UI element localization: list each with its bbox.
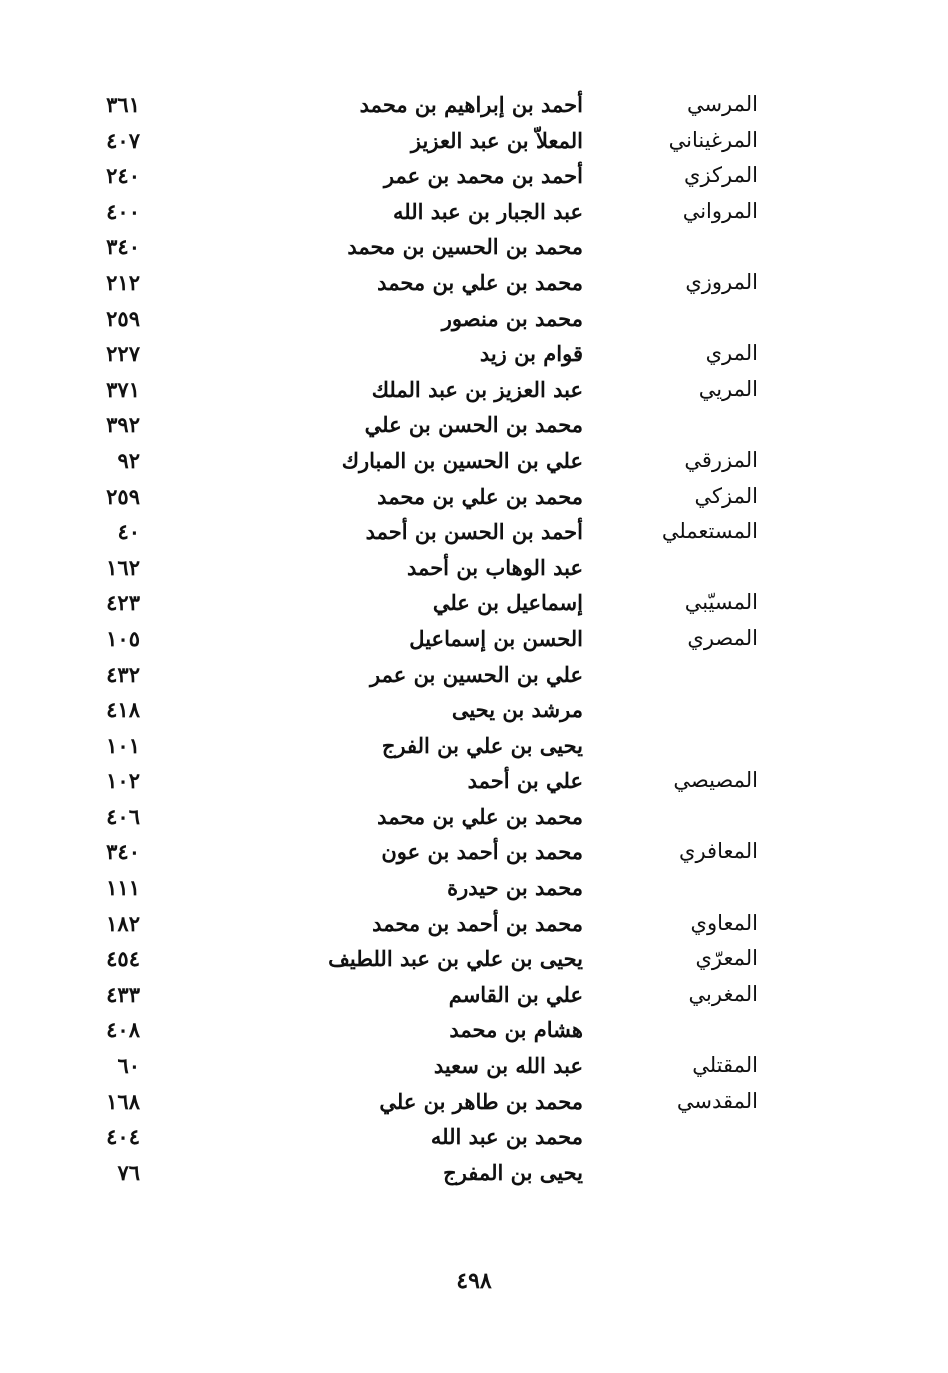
page-reference: ٤٥٤ (106, 946, 140, 972)
person-name: محمد بن عبد الله (430, 1124, 583, 1150)
person-name: علي بن الحسين بن عمر (370, 661, 583, 687)
index-row (0, 266, 948, 302)
page-reference: ٣٦١ (106, 92, 140, 117)
person-name: محمد بن علي بن محمد (377, 803, 583, 829)
index-row (0, 658, 948, 694)
person-name: محمد بن أحمد بن عون (381, 839, 583, 865)
page-reference: ٣٤٠ (106, 234, 140, 260)
person-name: عبد الوهاب بن أحمد (407, 554, 583, 580)
person-name: محمد بن الحسين بن محمد (347, 234, 583, 260)
person-name: علي بن أحمد (467, 768, 583, 794)
index-row (0, 1085, 948, 1121)
page-reference: ٤٢٣ (106, 590, 140, 616)
index-row (0, 1013, 948, 1049)
page-reference: ٤٠٦ (106, 803, 140, 829)
person-name: محمد بن طاهر بن علي (379, 1088, 583, 1114)
nisba-label: المزكي (694, 483, 758, 508)
nisba-label: المري (705, 341, 758, 366)
index-row (0, 195, 948, 231)
nisba-label: المستعملي (661, 519, 758, 544)
person-name: علي بن القاسم (448, 981, 583, 1007)
page-reference: ١٦٢ (106, 554, 140, 580)
index-row (0, 1156, 948, 1192)
nisba-label: المروزي (685, 269, 758, 294)
page-reference: ١١١ (106, 875, 140, 901)
page-reference: ١٨٢ (106, 910, 140, 936)
index-row (0, 373, 948, 409)
index-row (0, 551, 948, 587)
person-name: عبد العزيز بن عبد الملك (371, 376, 583, 402)
page-reference: ٤١٨ (106, 697, 140, 723)
page-reference: ١٦٨ (106, 1088, 140, 1114)
person-name: يحيى بن المفرج (443, 1159, 583, 1185)
index-row (0, 480, 948, 516)
index-table (0, 88, 948, 1191)
person-name: محمد بن أحمد بن محمد (372, 910, 583, 936)
person-name: هشام بن محمد (449, 1017, 583, 1043)
nisba-label: المرواني (682, 198, 758, 223)
nisba-label: المرغيناني (668, 127, 758, 152)
index-row (0, 302, 948, 338)
page-reference: ٤٠٨ (106, 1017, 140, 1043)
page-reference: ١٠٢ (106, 768, 140, 794)
page-reference: ٣٤٠ (106, 839, 140, 865)
page-reference: ٩٢ (117, 447, 140, 473)
index-row (0, 515, 948, 551)
page-reference: ٦٠ (117, 1053, 140, 1079)
person-name: أحمد بن الحسن بن أحمد (365, 519, 583, 545)
index-row (0, 978, 948, 1014)
nisba-label: المغربي (688, 981, 758, 1006)
person-name: محمد بن علي بن محمد (377, 483, 583, 509)
index-row (0, 337, 948, 373)
nisba-label: المعاوي (690, 910, 758, 935)
page-reference: ٧٦ (117, 1159, 140, 1185)
index-row (0, 230, 948, 266)
index-row (0, 942, 948, 978)
index-row (0, 586, 948, 622)
page-reference: ٣٩٢ (106, 412, 140, 438)
index-row (0, 835, 948, 871)
person-name: أحمد بن إبراهيم بن محمد (359, 92, 583, 117)
page-reference: ٢٥٩ (106, 483, 140, 509)
nisba-label: المزرقي (684, 447, 758, 472)
page-reference: ٤٠٤ (106, 1124, 140, 1150)
page-reference: ٤٣٢ (106, 661, 140, 687)
index-row (0, 622, 948, 658)
person-name: محمد بن الحسن بن علي (364, 412, 583, 438)
nisba-label: المعافري (679, 839, 758, 864)
page-reference: ٣٧١ (106, 376, 140, 402)
index-row (0, 444, 948, 480)
index-row (0, 88, 948, 124)
person-name: يحيى بن علي بن الفرج (381, 732, 583, 758)
nisba-label: المقدسي (676, 1088, 758, 1113)
nisba-label: المقتلي (692, 1053, 758, 1078)
index-row (0, 159, 948, 195)
person-name: محمد بن علي بن محمد (377, 269, 583, 295)
page-reference: ٤٣٣ (106, 981, 140, 1007)
page-reference: ٢٥٩ (106, 305, 140, 331)
index-row (0, 729, 948, 765)
person-name: المعلاّ بن عبد العزيز (410, 127, 583, 153)
person-name: قوام بن زيد (479, 341, 583, 367)
nisba-label: المصيصي (673, 768, 758, 793)
person-name: علي بن الحسين بن المبارك (341, 447, 583, 473)
nisba-label: المسيّبي (684, 590, 758, 615)
page-reference: ٤٠٠ (106, 198, 140, 224)
person-name: إسماعيل بن علي (432, 590, 583, 616)
nisba-label: المصري (687, 625, 758, 650)
index-row (0, 907, 948, 943)
person-name: محمد بن حيدرة (447, 875, 583, 901)
page-reference: ٤٠٧ (106, 127, 140, 153)
person-name: يحيى بن علي بن عبد اللطيف (328, 946, 583, 972)
page-reference: ٢١٢ (106, 269, 140, 295)
page-number: ٤٩٨ (456, 1268, 492, 1294)
page-reference: ١٠١ (106, 732, 140, 758)
index-row (0, 693, 948, 729)
page-reference: ٤٠ (117, 519, 140, 545)
person-name: عبد الله بن سعيد (433, 1053, 583, 1079)
index-row (0, 871, 948, 907)
person-name: الحسن بن إسماعيل (409, 625, 583, 651)
index-row (0, 764, 948, 800)
nisba-label: المرسي (686, 92, 758, 116)
index-row (0, 1049, 948, 1085)
page-reference: ٢٢٧ (106, 341, 140, 367)
page-reference: ٢٤٠ (106, 163, 140, 189)
index-row (0, 1120, 948, 1156)
person-name: عبد الجبار بن عبد الله (393, 198, 583, 224)
person-name: مرشد بن يحيى (451, 697, 583, 723)
nisba-label: المريي (698, 376, 758, 401)
index-row (0, 408, 948, 444)
nisba-label: المركزي (684, 163, 758, 188)
nisba-label: المعرّي (695, 946, 758, 971)
person-name: أحمد بن محمد بن عمر (383, 163, 583, 189)
person-name: محمد بن منصور (441, 305, 583, 331)
page-reference: ١٠٥ (106, 625, 140, 651)
index-row (0, 124, 948, 160)
index-row (0, 800, 948, 836)
